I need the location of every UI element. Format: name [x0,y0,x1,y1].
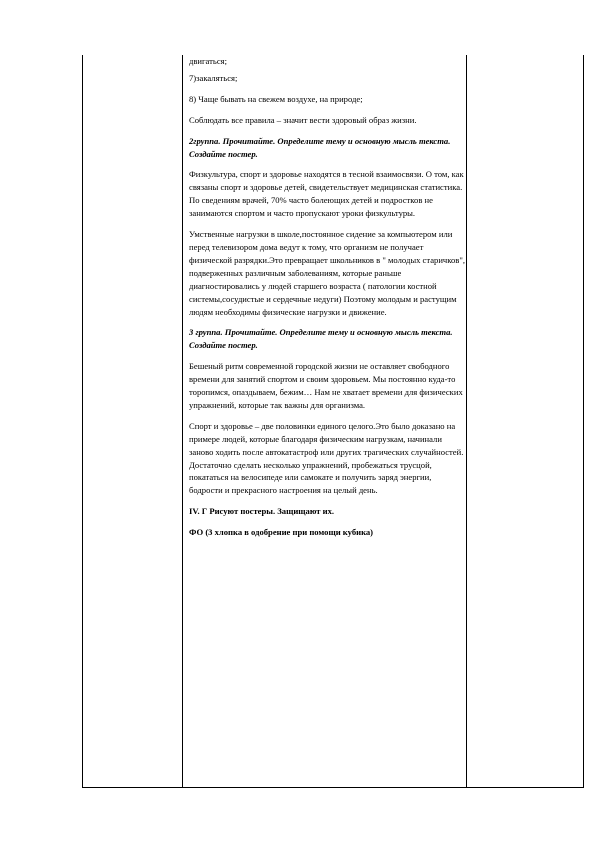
assessment-note: ФО (3 хлопка в одобрение при помощи кубика) [189,527,374,538]
table-column-divider-1 [182,55,183,788]
text-paragraph: Физкультура, спорт и здоровье находятся в тесной взаимосвязи. О том, как связаны спорт и здоровье детей, свидетельствует медицинская статистика. По сведениям врачей, 70% часто болеющих детей и подростков не занимаются спортом и часто пропускают уроки физкультуры. [189,169,464,219]
table-border-left [82,55,83,788]
text-paragraph: Соблюдать все правила – значит вести здоровый образ жизни. [189,114,417,125]
text-paragraph: Спорт и здоровье – две половинки единого целого.Это было доказано на примере людей, которые благодаря физическим нагрузкам, начинали заново ходить после автокатастроф или других трагических случайностей. Достаточно сделать несколько упражнений, пробежаться трусцой, покататься на велосипеде или самокате и получить заряд энергии, бодрости и прекрасного настроения на целый день. [189,420,464,496]
table-border-right [583,55,584,788]
text-paragraph: 7)закаляться; [189,72,238,83]
table-column-divider-2 [466,55,467,788]
text-paragraph: 8) Чаще бывать на свежем воздухе, на природе; [189,93,363,104]
table-border-bottom [82,787,584,788]
text-paragraph: Умственные нагрузки в школе,постоянное сидение за компьютером или перед телевизором дома ведут к тому, что организм не получает физической разрядки.Это превращает школьников в " молодых старичков", подверженных различным заболеваниям, которые раньше диагностировались у людей старшего возраста ( патологии костной системы,сосудистые и сердечные недуги) Поэтому молодым и растущим людям необходимы физические нагрузки и движение. [189,229,466,317]
group-task-heading: 3 группа. Прочитайте. Определите тему и основную мысль текста. Создайте постер. [189,327,453,351]
text-paragraph: двигаться; [189,56,227,66]
group-task-heading: 2группа. Прочитайте. Определите тему и основную мысль текста. Создайте постер. [189,135,451,159]
text-paragraph: Бешеный ритм современной городской жизни не оставляет свободного времени для занятий спортом и своим здоровьем. Мы постоянно куда-то торопимся, опаздываем, бежим… Нам не хватает времени для физических упражнений, которые так важны для организма. [189,361,463,410]
section-heading: IV. Г Рисуют постеры. Защищают их. [189,506,335,517]
table-cell-content [189,55,465,547]
